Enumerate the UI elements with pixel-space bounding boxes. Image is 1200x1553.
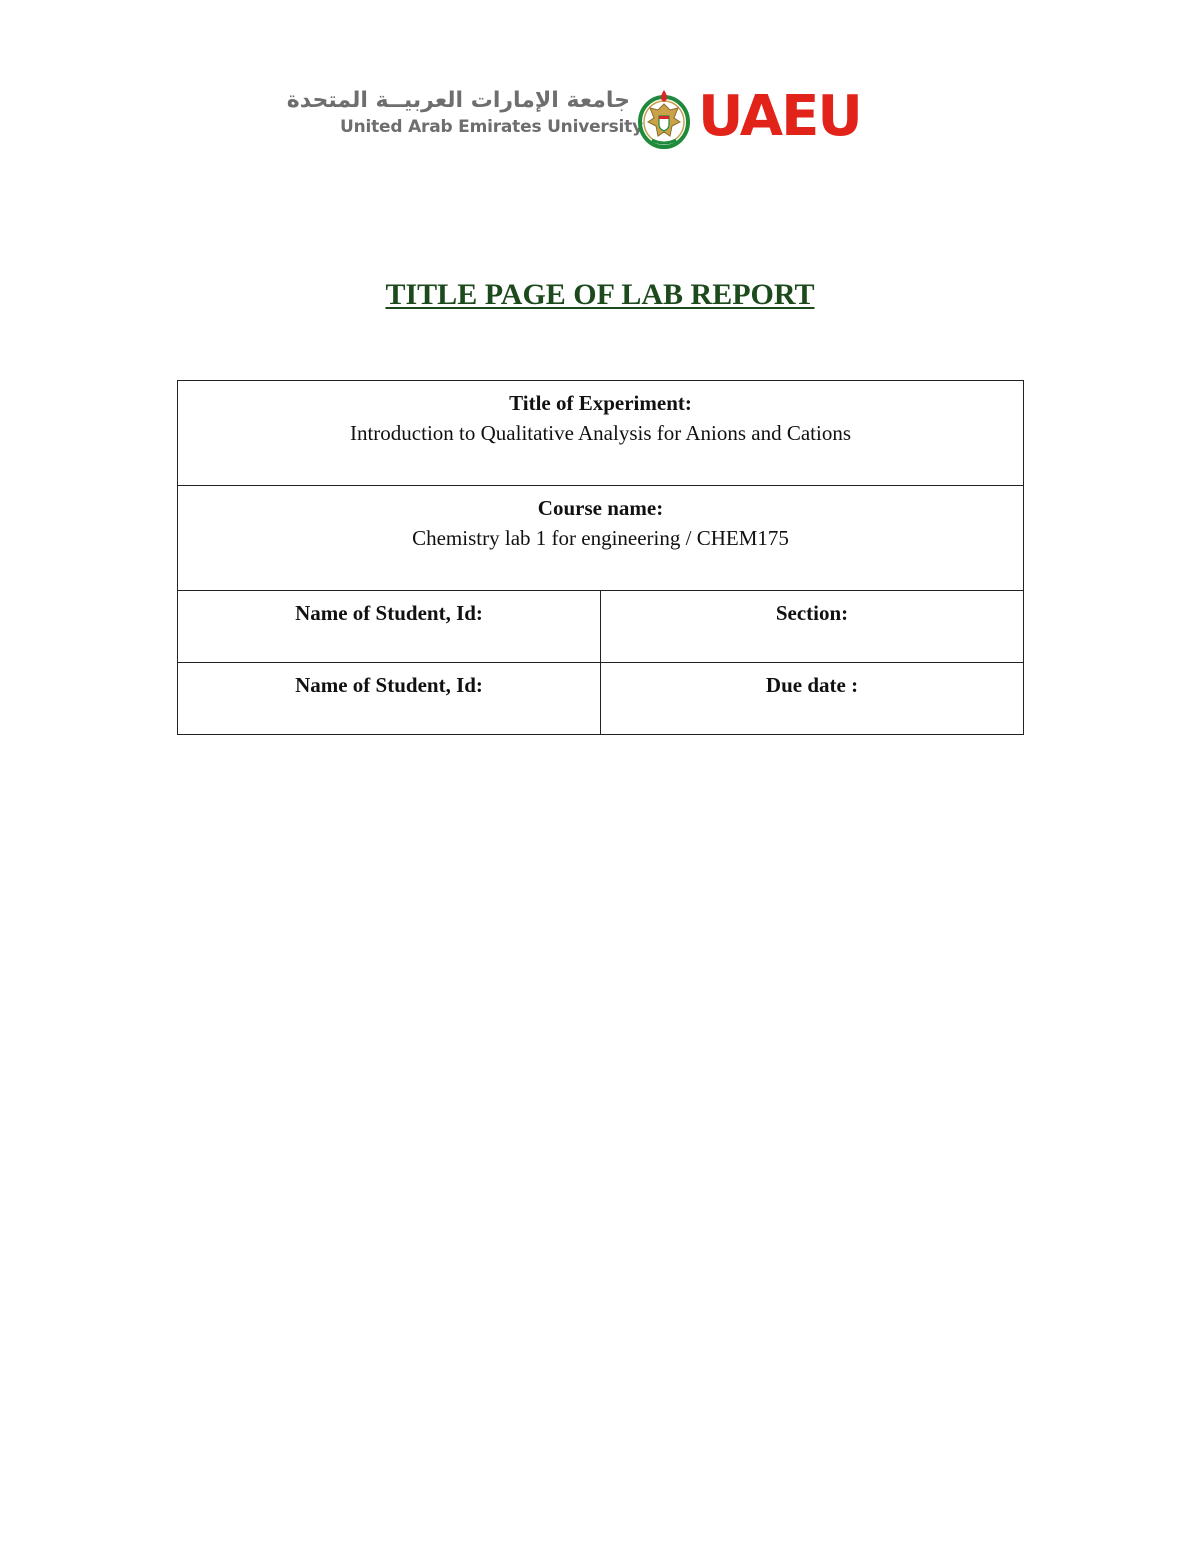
student-name-id-label: Name of Student, Id: [295,673,483,697]
student-name-id-cell[interactable] [178,663,601,735]
logo-text-block [286,86,643,138]
student-name-id-cell[interactable] [178,591,601,663]
falcon-emblem-icon [636,88,692,150]
experiment-label: Title of Experiment: [509,391,692,415]
due-date-label: Due date : [765,673,859,697]
experiment-row [178,381,1024,486]
course-value: Chemistry lab 1 for engineering / CHEM175 [412,526,789,550]
section-label: Section: [775,601,849,625]
report-info-table [177,380,1024,735]
experiment-cell [178,381,1024,486]
due-date-cell[interactable] [601,663,1024,735]
course-cell [178,486,1024,591]
student-name-id-label: Name of Student, Id: [295,601,483,625]
logo-english-name: United Arab Emirates University [340,117,643,137]
table-row [178,663,1024,735]
logo-arabic-name: جامعة الإمارات العربيــة المتحدة [286,88,630,113]
section-cell[interactable] [601,591,1024,663]
course-label: Course name: [537,496,664,520]
table-row [178,591,1024,663]
university-logo [286,84,862,156]
experiment-value: Introduction to Qualitative Analysis for Anions and Cations [349,421,852,445]
course-row [178,486,1024,591]
logo-acronym: UAEU [698,84,861,149]
page-title: TITLE PAGE OF LAB REPORT [385,278,815,311]
